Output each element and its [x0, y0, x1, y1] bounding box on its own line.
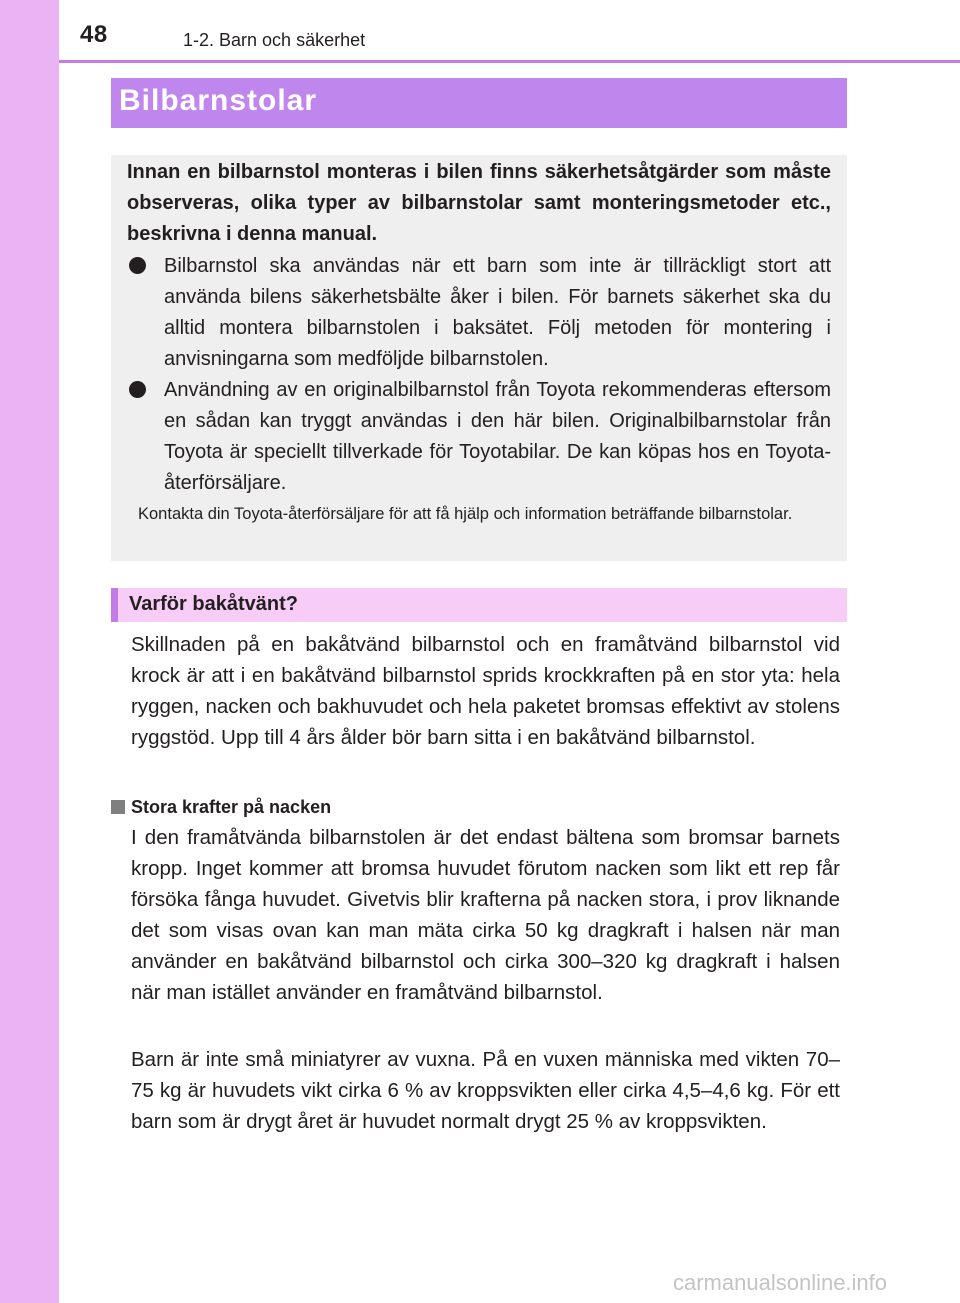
body-paragraph: Barn är inte små miniatyrer av vuxna. På en vuxen människa med vikten 70–75 kg är huvudets vikt cirka 6 % av kroppsvikten eller cirka 4,5–4,6 kg. För ett barn som är drygt året är huvudet normalt drygt 25 % av kroppsvikten.	[131, 1048, 840, 1133]
intro-lead: Innan en bilbarnstol monteras i bilen finns säkerhetsåtgärder som måste observeras, olika typer av bilbarnstolar samt monteringsmetoder etc., beskrivna i denna manual.	[127, 161, 831, 245]
body-paragraph: I den framåtvända bilbarnstolen är det endast bältena som bromsar barnets kropp. Inget kommer att bromsa huvudet förutom nacken som likt ett rep får försöka fånga huvudet. Givetvis blir krafterna på nacken stora, i prov liknande det som visas ovan kan man mäta cirka 50 kg dragkraft i halsen när man använder en bakåtvänd bilbarnstol och cirka 300–320 kg dragkraft i halsen när man istället använder en framåtvänd bilbarnstol.	[131, 826, 840, 1004]
section-reference: 1-2. Barn och säkerhet	[183, 30, 366, 50]
header-rule	[59, 60, 960, 63]
small-heading	[111, 797, 331, 818]
bullet-text: Användning av en originalbilbarnstol från Toyota rekommenderas eftersom en sådan kan tryggt användas i den här bilen. Originalbilbarnstolar från Toyota är speciellt tillverkade för Toyotabilar. De kan köpas hos en Toyota-återförsäljare.	[164, 379, 831, 494]
page-title: Bilbarnstolar	[119, 84, 318, 117]
bullet-icon	[129, 381, 146, 398]
watermark: carmanualsonline.info	[673, 1270, 888, 1295]
title-bar	[111, 78, 847, 128]
square-bullet-icon	[111, 800, 125, 814]
subsection-heading-bar	[111, 588, 847, 622]
small-heading-text: Stora krafter på nacken	[131, 797, 332, 817]
page-number: 48	[80, 21, 108, 48]
sidebar-tab	[0, 0, 59, 1303]
body-paragraph: Skillnaden på en bakåtvänd bilbarnstol och en framåtvänd bilbarnstol vid krock är att i en bakåtvänd bilbarnstol sprids krockkraften på en stor yta: hela ryggen, nacken och bakhuvudet och hela paketet bromsas effektivt av stolens ryggstöd. Upp till 4 års ålder bör barn sitta i en bakåtvänd bilbarnstol.	[131, 633, 840, 749]
heading-accent	[111, 588, 118, 622]
intro-note: Kontakta din Toyota-återförsäljare för att få hjälp och information beträffande bilbarnstolar.	[138, 505, 793, 523]
bullet-text: Bilbarnstol ska användas när ett barn som inte är tillräckligt stort att använda bilens säkerhetsbälte åker i bilen. För barnets säkerhet ska du alltid montera bilbarnstolen i baksätet. Följ metoden för montering i anvisningarna som medföljde bilbarnstolen.	[164, 255, 831, 370]
bullet-icon	[129, 257, 146, 274]
intro-box	[111, 155, 847, 561]
subsection-heading: Varför bakåtvänt?	[129, 593, 298, 615]
